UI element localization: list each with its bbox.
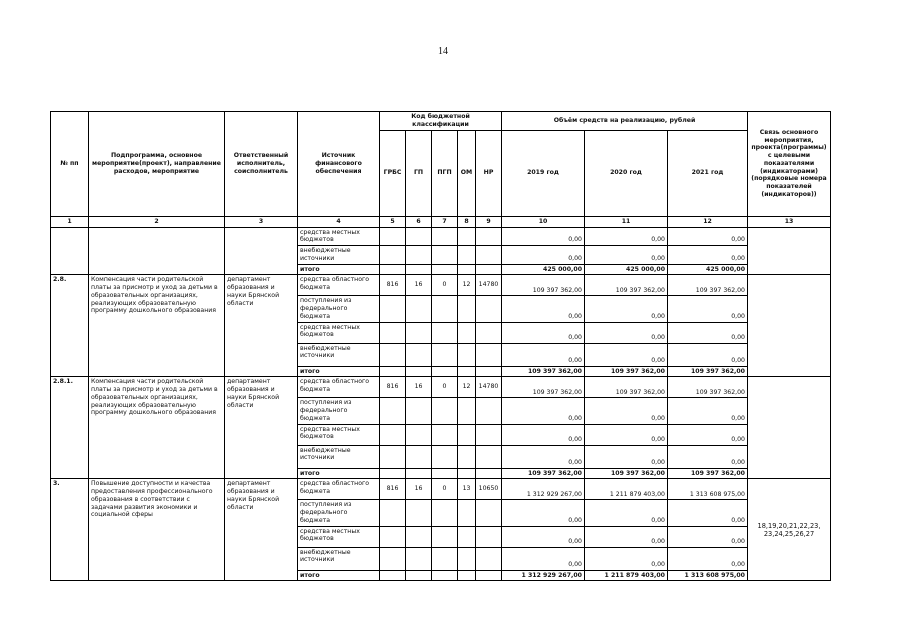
cell-kbk xyxy=(476,424,502,445)
header-link: Связь основного мероприятия, проекта(программы) с целевыми показателями (индикаторами) (порядковые номера показателей (индикаторов)) xyxy=(748,112,831,217)
cell-kbk xyxy=(432,398,458,424)
cell-kbk xyxy=(476,570,502,581)
cell-v2020: 0,00 xyxy=(585,500,668,526)
cell-kbk xyxy=(380,500,406,526)
cell-source: внебюджетные источники xyxy=(298,343,380,366)
cell-kbk xyxy=(476,366,502,377)
cell-v2020: 0,00 xyxy=(585,547,668,570)
cell-v2020: 0,00 xyxy=(585,296,668,322)
budget-table xyxy=(50,111,831,581)
cell-source: итого xyxy=(298,366,380,377)
cell-kbk xyxy=(406,398,432,424)
header-grbs: ГРБС xyxy=(380,130,406,216)
cell-v2021: 109 397 362,00 xyxy=(668,468,748,479)
column-number: 5 xyxy=(380,216,406,227)
header-name: Подпрограмма, основное мероприятие(проект), направление расходов, мероприятие xyxy=(89,112,225,217)
cell-pgp: 0 xyxy=(432,275,458,296)
cell-gp: 16 xyxy=(406,275,432,296)
cell-kbk xyxy=(380,322,406,343)
cell-kbk xyxy=(406,424,432,445)
cell-nr: 14780 xyxy=(476,377,502,398)
cell-kbk xyxy=(432,445,458,468)
cell-v2019: 109 397 362,00 xyxy=(502,275,585,296)
cell-kbk xyxy=(458,296,476,322)
cell-v2020: 0,00 xyxy=(585,398,668,424)
cell-kbk xyxy=(380,296,406,322)
cell-kbk xyxy=(476,526,502,547)
cell-nr: 14780 xyxy=(476,275,502,296)
cell-kbk xyxy=(406,366,432,377)
cell-kbk xyxy=(406,445,432,468)
cell-kbk xyxy=(380,264,406,275)
cell-link xyxy=(748,275,831,377)
cell-v2021: 425 000,00 xyxy=(668,264,748,275)
cell-source: средства местных бюджетов xyxy=(298,227,380,246)
cell-v2021: 0,00 xyxy=(668,500,748,526)
page-number: 14 xyxy=(438,46,448,57)
cell-kbk xyxy=(380,468,406,479)
cell-kbk xyxy=(406,526,432,547)
cell-v2021: 109 397 362,00 xyxy=(668,275,748,296)
cell-kbk xyxy=(406,322,432,343)
cell-kbk xyxy=(432,264,458,275)
cell-v2021: 0,00 xyxy=(668,526,748,547)
cell-v2020: 0,00 xyxy=(585,246,668,265)
cell-kbk xyxy=(380,343,406,366)
cell-v2020: 0,00 xyxy=(585,322,668,343)
cell-v2019: 109 397 362,00 xyxy=(502,468,585,479)
cell-kbk xyxy=(458,445,476,468)
cell-kbk xyxy=(406,246,432,265)
cell-v2019: 0,00 xyxy=(502,227,585,246)
cell-v2021: 0,00 xyxy=(668,322,748,343)
cell-v2019: 1 312 929 267,00 xyxy=(502,479,585,500)
cell-kbk xyxy=(432,500,458,526)
cell-kbk xyxy=(476,445,502,468)
cell-v2020: 0,00 xyxy=(585,445,668,468)
header-kbk: Код бюджетной классификации xyxy=(380,112,502,131)
cell-kbk xyxy=(458,424,476,445)
cell-resp xyxy=(225,227,298,275)
cell-kbk xyxy=(432,246,458,265)
cell-kbk xyxy=(458,227,476,246)
cell-v2021: 0,00 xyxy=(668,246,748,265)
cell-kbk xyxy=(476,398,502,424)
header-2021: 2021 год xyxy=(668,130,748,216)
cell-kbk xyxy=(458,246,476,265)
cell-kbk xyxy=(380,547,406,570)
cell-kbk xyxy=(476,322,502,343)
cell-v2020: 0,00 xyxy=(585,343,668,366)
cell-grbs: 816 xyxy=(380,275,406,296)
cell-v2020: 0,00 xyxy=(585,526,668,547)
cell-v2019: 0,00 xyxy=(502,424,585,445)
cell-num xyxy=(51,227,89,275)
cell-kbk xyxy=(406,227,432,246)
cell-kbk xyxy=(432,227,458,246)
cell-kbk xyxy=(476,227,502,246)
cell-v2021: 0,00 xyxy=(668,445,748,468)
cell-v2019: 0,00 xyxy=(502,343,585,366)
cell-kbk xyxy=(476,246,502,265)
cell-v2021: 0,00 xyxy=(668,547,748,570)
cell-source: средства местных бюджетов xyxy=(298,526,380,547)
cell-kbk xyxy=(380,445,406,468)
cell-v2019: 109 397 362,00 xyxy=(502,366,585,377)
cell-kbk xyxy=(380,246,406,265)
cell-v2021: 0,00 xyxy=(668,424,748,445)
cell-source: внебюджетные источники xyxy=(298,445,380,468)
cell-link xyxy=(748,227,831,275)
cell-kbk xyxy=(432,322,458,343)
cell-om: 12 xyxy=(458,275,476,296)
cell-source: итого xyxy=(298,264,380,275)
cell-kbk xyxy=(458,322,476,343)
cell-kbk xyxy=(406,296,432,322)
column-number: 2 xyxy=(89,216,225,227)
cell-kbk xyxy=(380,570,406,581)
cell-v2020: 0,00 xyxy=(585,424,668,445)
cell-v2021: 109 397 362,00 xyxy=(668,377,748,398)
cell-source: средства местных бюджетов xyxy=(298,322,380,343)
column-number: 1 xyxy=(51,216,89,227)
cell-kbk xyxy=(432,424,458,445)
header-num: № пп xyxy=(51,112,89,217)
column-number: 9 xyxy=(476,216,502,227)
cell-source: средства областного бюджета xyxy=(298,377,380,398)
column-number: 10 xyxy=(502,216,585,227)
cell-kbk xyxy=(406,264,432,275)
column-number-row xyxy=(51,216,831,227)
cell-kbk xyxy=(380,227,406,246)
column-number: 4 xyxy=(298,216,380,227)
cell-kbk xyxy=(458,398,476,424)
cell-name xyxy=(89,227,225,275)
cell-kbk xyxy=(458,547,476,570)
cell-resp: департамент образования и науки Брянской области xyxy=(225,275,298,377)
cell-link: 18,19,20,21,22,23, 23,24,25,26,27 xyxy=(748,479,831,581)
table-row xyxy=(51,275,831,296)
cell-v2020: 1 211 879 403,00 xyxy=(585,570,668,581)
cell-v2019: 0,00 xyxy=(502,547,585,570)
cell-grbs: 816 xyxy=(380,479,406,500)
cell-kbk xyxy=(432,366,458,377)
cell-v2019: 0,00 xyxy=(502,445,585,468)
table-row xyxy=(51,479,831,500)
cell-link xyxy=(748,377,831,479)
cell-v2019: 109 397 362,00 xyxy=(502,377,585,398)
cell-pgp: 0 xyxy=(432,479,458,500)
cell-v2021: 1 313 608 975,00 xyxy=(668,570,748,581)
cell-name: Компенсация части родительской платы за присмотр и уход за детьми в образовательных организациях, реализующих образовательную программу дошкольного образования xyxy=(89,377,225,479)
cell-kbk xyxy=(432,526,458,547)
cell-source: средства областного бюджета xyxy=(298,479,380,500)
cell-v2021: 0,00 xyxy=(668,343,748,366)
header-volume: Объём средств на реализацию, рублей xyxy=(502,112,748,131)
cell-kbk xyxy=(458,343,476,366)
cell-v2020: 425 000,00 xyxy=(585,264,668,275)
cell-v2020: 109 397 362,00 xyxy=(585,468,668,479)
cell-kbk xyxy=(406,500,432,526)
cell-kbk xyxy=(458,366,476,377)
cell-source: поступления из федерального бюджета xyxy=(298,398,380,424)
cell-kbk xyxy=(476,296,502,322)
cell-source: средства местных бюджетов xyxy=(298,424,380,445)
cell-kbk xyxy=(432,468,458,479)
cell-kbk xyxy=(432,547,458,570)
cell-pgp: 0 xyxy=(432,377,458,398)
cell-gp: 16 xyxy=(406,479,432,500)
cell-v2021: 109 397 362,00 xyxy=(668,366,748,377)
header-source: Источник финансового обеспечения xyxy=(298,112,380,217)
cell-name: Компенсация части родительской платы за присмотр и уход за детьми в образовательных организациях, реализующих образовательную программу дошкольного образования xyxy=(89,275,225,377)
column-number: 8 xyxy=(458,216,476,227)
cell-v2020: 0,00 xyxy=(585,227,668,246)
column-number: 7 xyxy=(432,216,458,227)
column-number: 3 xyxy=(225,216,298,227)
cell-v2019: 0,00 xyxy=(502,246,585,265)
cell-resp: департамент образования и науки Брянской области xyxy=(225,377,298,479)
cell-kbk xyxy=(458,500,476,526)
cell-v2019: 425 000,00 xyxy=(502,264,585,275)
cell-grbs: 816 xyxy=(380,377,406,398)
cell-source: итого xyxy=(298,468,380,479)
cell-num: 3. xyxy=(51,479,89,581)
header-nr: НР xyxy=(476,130,502,216)
cell-kbk xyxy=(406,468,432,479)
cell-kbk xyxy=(380,398,406,424)
cell-kbk xyxy=(476,343,502,366)
cell-v2021: 0,00 xyxy=(668,398,748,424)
header-pgp: ПГП xyxy=(432,130,458,216)
cell-kbk xyxy=(432,570,458,581)
cell-kbk xyxy=(406,343,432,366)
header-gp: ГП xyxy=(406,130,432,216)
cell-om: 12 xyxy=(458,377,476,398)
column-number: 13 xyxy=(748,216,831,227)
cell-v2019: 0,00 xyxy=(502,322,585,343)
cell-v2019: 0,00 xyxy=(502,398,585,424)
cell-resp: департамент образования и науки Брянской области xyxy=(225,479,298,581)
cell-nr: 10650 xyxy=(476,479,502,500)
cell-v2019: 0,00 xyxy=(502,296,585,322)
cell-source: средства областного бюджета xyxy=(298,275,380,296)
cell-source: внебюджетные источники xyxy=(298,547,380,570)
table-body xyxy=(51,216,831,581)
cell-name: Повышение доступности и качества предоставления профессионального образования в соответствии с задачами развития экономики и социальной сферы xyxy=(89,479,225,581)
cell-v2020: 109 397 362,00 xyxy=(585,275,668,296)
cell-kbk xyxy=(476,468,502,479)
cell-kbk xyxy=(380,366,406,377)
table-row xyxy=(51,377,831,398)
column-number: 11 xyxy=(585,216,668,227)
cell-kbk xyxy=(476,264,502,275)
table-row xyxy=(51,227,831,246)
cell-kbk xyxy=(432,296,458,322)
cell-kbk xyxy=(458,264,476,275)
column-number: 6 xyxy=(406,216,432,227)
cell-v2021: 1 313 608 975,00 xyxy=(668,479,748,500)
cell-kbk xyxy=(406,547,432,570)
cell-v2020: 109 397 362,00 xyxy=(585,377,668,398)
cell-kbk xyxy=(380,526,406,547)
cell-kbk xyxy=(432,343,458,366)
cell-source: итого xyxy=(298,570,380,581)
cell-num: 2.8.1. xyxy=(51,377,89,479)
cell-v2020: 109 397 362,00 xyxy=(585,366,668,377)
header-2019: 2019 год xyxy=(502,130,585,216)
cell-kbk xyxy=(406,570,432,581)
cell-om: 13 xyxy=(458,479,476,500)
cell-kbk xyxy=(458,526,476,547)
cell-v2019: 0,00 xyxy=(502,526,585,547)
cell-v2020: 1 211 879 403,00 xyxy=(585,479,668,500)
cell-v2019: 1 312 929 267,00 xyxy=(502,570,585,581)
cell-source: поступления из федерального бюджета xyxy=(298,296,380,322)
cell-kbk xyxy=(380,424,406,445)
cell-v2019: 0,00 xyxy=(502,500,585,526)
column-number: 12 xyxy=(668,216,748,227)
cell-source: внебюджетные источники xyxy=(298,246,380,265)
cell-kbk xyxy=(476,500,502,526)
cell-source: поступления из федерального бюджета xyxy=(298,500,380,526)
cell-gp: 16 xyxy=(406,377,432,398)
cell-v2021: 0,00 xyxy=(668,296,748,322)
header-om: ОМ xyxy=(458,130,476,216)
header-2020: 2020 год xyxy=(585,130,668,216)
cell-num: 2.8. xyxy=(51,275,89,377)
cell-kbk xyxy=(458,570,476,581)
cell-kbk xyxy=(458,468,476,479)
cell-v2021: 0,00 xyxy=(668,227,748,246)
cell-kbk xyxy=(476,547,502,570)
header-resp: Ответственный исполнитель, соисполнитель xyxy=(225,112,298,217)
